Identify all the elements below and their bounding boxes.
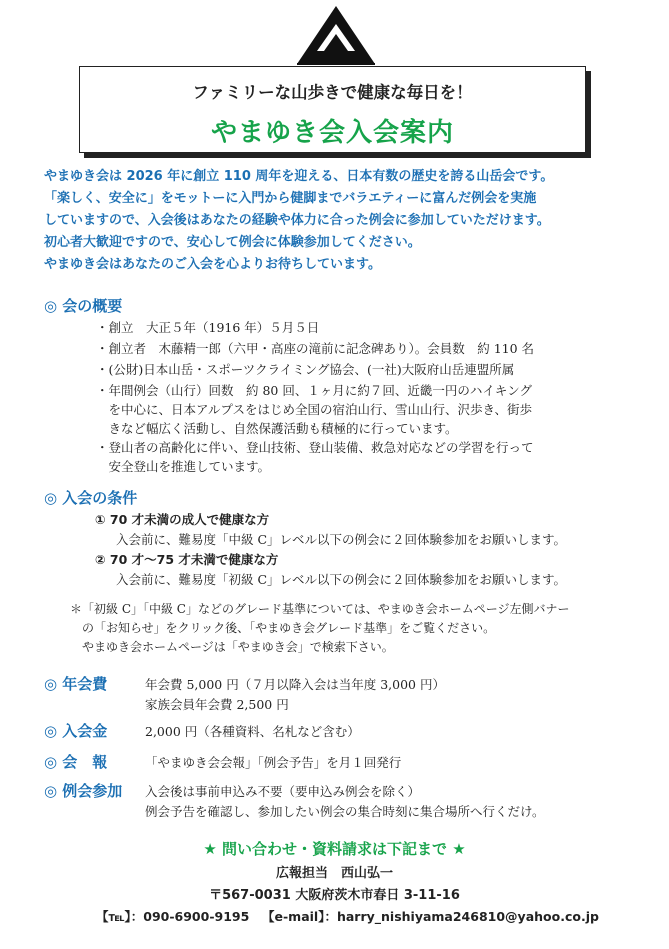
- contact-person: 広報担当 西山弘一: [275, 866, 393, 881]
- contact-heading: ★ 問い合わせ・資料請求は下記まで ★: [203, 840, 466, 858]
- page-title: やまゆき会入会案内: [210, 118, 454, 148]
- subtitle: ファミリーな山歩きで健康な毎日を！: [192, 83, 473, 102]
- condition-text: 入会前に、難易度「中級 C」レベル以下の例会に２回体験参加をお願いします。: [116, 532, 567, 547]
- entry-fee-label: ◎ 入会金: [44, 722, 108, 740]
- condition-title: ① 70 才未満の成人で健康な方: [95, 512, 270, 527]
- contact-tel: 【℡】：090-6900-9195: [96, 909, 250, 924]
- overview-heading: ◎ 会の概要: [44, 297, 123, 315]
- newsletter-label: ◎ 会 報: [44, 753, 108, 771]
- contact-address: 〒567-0031 大阪府茨木市春日 3-11-16: [209, 888, 460, 903]
- intro-line: 「楽しく、安全に」をモットーに入門から健脚までバラエティーに富んだ例会を実施: [44, 191, 537, 206]
- intro-line: していますので、入会後はあなたの経験や体力に合った例会に参加していただけます。: [44, 213, 550, 228]
- grade-note: の「お知らせ」をクリック後、「やまゆき会グレード基準」をご覧ください。: [70, 621, 496, 635]
- overview-line: ・創立者 木藤精一郎（六甲・高座の滝前に記念碑あり）。会員数 約 110 名: [96, 341, 535, 356]
- grade-note: ＊「初級 C」「中級 C」などのグレード基準については、やまゆき会ホームページ左側バナー: [70, 602, 570, 616]
- conditions-heading: ◎ 入会の条件: [44, 489, 138, 507]
- annual-fee-value: 年会費 5,000 円（７月以降入会は当年度 3,000 円）: [145, 677, 445, 692]
- overview-line: を中心に、日本アルプスをはじめ全国の宿泊山行、雪山山行、沢歩き、街歩: [96, 402, 533, 417]
- title-box: [79, 66, 586, 153]
- overview-line: ・登山者の高齢化に伴い、登山技術、登山装備、救急対応などの学習を行って: [96, 440, 534, 455]
- mountain-logo-icon: [295, 4, 377, 66]
- overview-line: 安全登山を推進しています。: [96, 459, 271, 474]
- participation-value: 例会予告を確認し、参加したい例会の集合時刻に集合場所へ行くだけ。: [145, 804, 545, 819]
- family-fee-value: 家族会員年会費 2,500 円: [145, 697, 289, 712]
- overview-line: きなど幅広く活動し、自然保護活動も積極的に行っています。: [96, 421, 458, 436]
- newsletter-value: 「やまゆき会会報」「例会予告」を月１回発行: [145, 755, 402, 770]
- intro-line: やまゆき会は 2026 年に創立 110 周年を迎える、日本有数の歴史を誇る山岳会です。: [44, 169, 554, 184]
- condition-title: ② 70 才～75 才未満で健康な方: [95, 552, 279, 567]
- overview-line: ・年間例会（山行）回数 約 80 回、１ヶ月に約７回、近畿一円のハイキング: [96, 383, 532, 398]
- participation-label: ◎ 例会参加: [44, 782, 123, 800]
- grade-note: やまゆき会ホームページは「やまゆき会」で検索下さい。: [70, 640, 394, 654]
- entry-fee-value: 2,000 円（各種資料、名札など含む）: [145, 724, 360, 739]
- condition-text: 入会前に、難易度「初級 C」レベル以下の例会に２回体験参加をお願いします。: [116, 572, 567, 587]
- contact-email[interactable]: 【e-mail】：harry_nishiyama246810@yahoo.co.jp: [262, 909, 599, 924]
- participation-value: 入会後は事前申込み不要（要申込み例会を除く）: [145, 784, 421, 799]
- intro-line: やまゆき会はあなたのご入会を心よりお待ちしています。: [44, 257, 381, 272]
- overview-line: ・創立 大正５年（1916 年）５月５日: [96, 320, 320, 335]
- intro-line: 初心者大歓迎ですので、安心して例会に体験参加してください。: [44, 235, 421, 250]
- annual-fee-label: ◎ 年会費: [44, 675, 108, 693]
- overview-line: ・(公財)日本山岳・スポーツクライミング協会、(一社)大阪府山岳連盟所属: [96, 362, 515, 377]
